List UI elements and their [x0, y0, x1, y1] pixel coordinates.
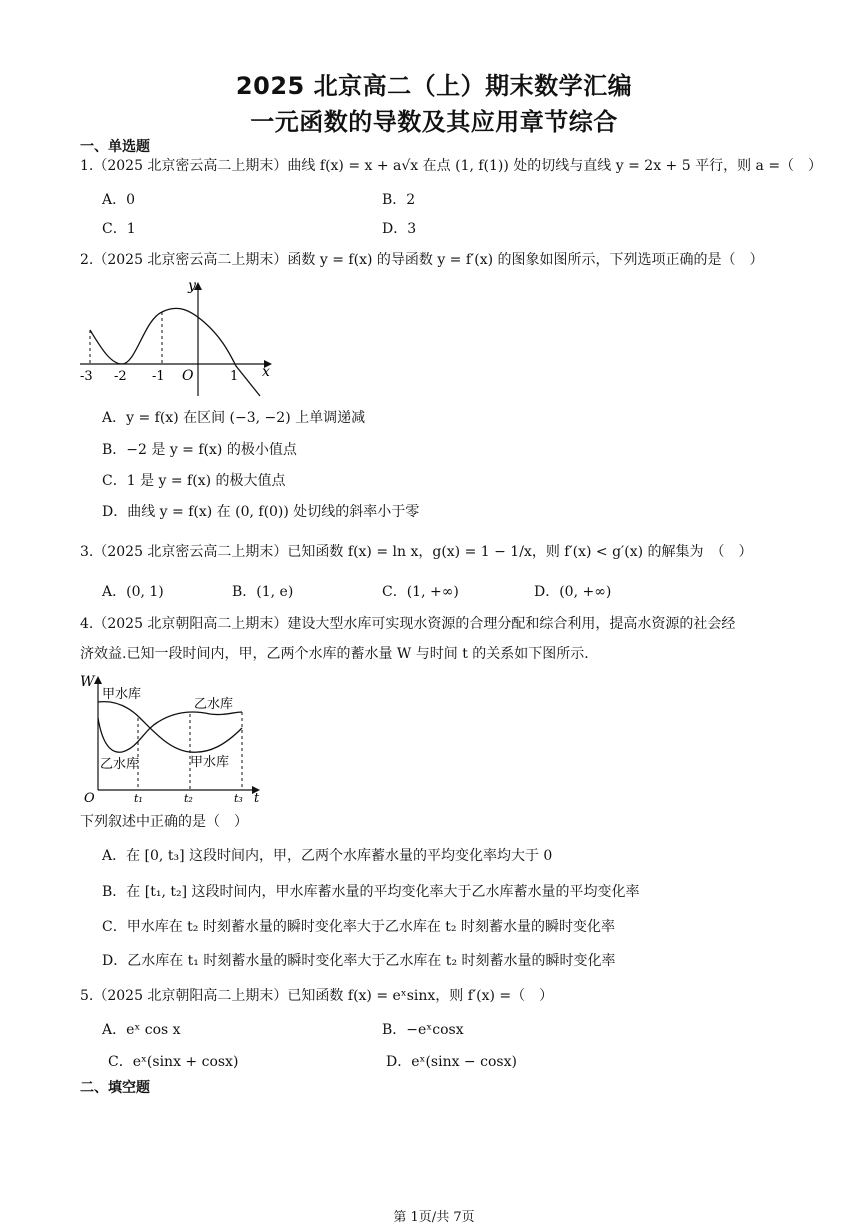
derivative-graph-figure	[74, 276, 280, 398]
question-5-option-d: D．eˣ(sinx − cosx)	[386, 1054, 517, 1070]
question-4-option-c: C．甲水库在 t₂ 时刻蓄水量的瞬时变化率大于乙水库在 t₂ 时刻蓄水量的瞬时变化率	[102, 919, 615, 935]
t-axis-label: t	[254, 791, 260, 804]
yi-reservoir-curve	[98, 712, 242, 752]
section-heading-single-choice: 一、单选题	[80, 139, 150, 155]
question-4-option-b: B．在 [t₁, t₂] 这段时间内，甲水库蓄水量的平均变化率大于乙水库蓄水量的平均变化率	[102, 884, 640, 900]
question-1-stem: 1.（2025 北京密云高二上期末）曲线 f(x) = x + a√x 在点 (1, f(1)) 处的切线与直线 y = 2x + 5 平行，则 a =（ ）	[80, 158, 823, 174]
question-3-stem: 3.（2025 北京密云高二上期末）已知函数 f(x) = ln x，g(x) = 1 − 1/x，则 f′(x) < g′(x) 的解集为 （ ）	[80, 544, 753, 560]
label-yi-top: 乙水库	[194, 697, 234, 712]
question-4-option-a: A．在 [0, t₃] 这段时间内，甲，乙两个水库蓄水量的平均变化率均大于 0	[102, 848, 553, 864]
page-title: 2025 北京高二（上）期末数学汇编	[235, 72, 633, 100]
tick-label-minus-2: -2	[114, 369, 127, 384]
tick-label-t2: t₂	[184, 792, 193, 804]
question-1-option-b: B．2	[382, 192, 416, 208]
tick-label-minus-3: -3	[80, 369, 93, 384]
w-axis-arrow	[94, 676, 102, 684]
question-3-option-b: B．(1, e)	[232, 584, 294, 600]
origin-label: O	[84, 791, 95, 804]
question-1-option-a: A．0	[102, 192, 136, 208]
question-2-option-a: A．y = f(x) 在区间 (−3, −2) 上单调递减	[102, 410, 366, 426]
label-jia-bottom: 甲水库	[190, 755, 230, 770]
origin-label: O	[182, 368, 194, 384]
label-jia-top: 甲水库	[102, 687, 142, 702]
tick-label-t1: t₁	[134, 792, 143, 804]
section-heading-fill-blank: 二、填空题	[80, 1080, 150, 1096]
question-4-stem-line-2: 济效益.已知一段时间内，甲，乙两个水库的蓄水量 W 与时间 t 的关系如下图所示.	[80, 646, 589, 662]
x-axis-label: x	[262, 364, 270, 380]
reservoir-graph-figure	[78, 672, 264, 804]
question-2-option-c: C．1 是 y = f(x) 的极大值点	[102, 473, 286, 489]
question-5-stem: 5.（2025 北京朝阳高二上期末）已知函数 f(x) = eˣsinx，则 f′(x) =（ ）	[80, 988, 554, 1004]
question-1-option-d: D．3	[382, 221, 417, 237]
label-yi-bottom: 乙水库	[100, 757, 140, 772]
page-subtitle: 一元函数的导数及其应用章节综合	[250, 108, 618, 136]
question-5-option-c: C．eˣ(sinx + cosx)	[108, 1054, 239, 1070]
question-4-stem-line-1: 4.（2025 北京朝阳高二上期末）建设大型水库可实现水资源的合理分配和综合利用，提高水资源的社会经	[80, 616, 736, 632]
tick-label-minus-1: -1	[152, 369, 165, 384]
w-axis-label: W	[80, 674, 95, 690]
question-2-stem: 2.（2025 北京密云高二上期末）函数 y = f(x) 的导函数 y = f′(x) 的图象如图所示，下列选项正确的是（ ）	[80, 252, 764, 268]
tick-label-1: 1	[230, 369, 239, 384]
tick-label-t3: t₃	[234, 792, 243, 804]
question-5-option-a: A．eˣ cos x	[102, 1022, 181, 1038]
page-footer: 第 1页/共 7页	[393, 1210, 475, 1225]
question-3-option-a: A．(0, 1)	[102, 584, 164, 600]
question-3-option-c: C．(1, +∞)	[382, 584, 459, 600]
question-1-option-c: C．1	[102, 221, 136, 237]
question-4-prompt: 下列叙述中正确的是（ ）	[80, 814, 248, 830]
question-3-option-d: D．(0, +∞)	[534, 584, 612, 600]
y-axis-label: y	[188, 278, 196, 294]
question-5-option-b: B．−eˣcosx	[382, 1022, 464, 1038]
question-2-option-b: B．−2 是 y = f(x) 的极小值点	[102, 442, 297, 458]
question-4-option-d: D．乙水库在 t₁ 时刻蓄水量的瞬时变化率大于乙水库在 t₂ 时刻蓄水量的瞬时变化率	[102, 953, 616, 969]
question-2-option-d: D．曲线 y = f(x) 在 (0, f(0)) 处切线的斜率小于零	[102, 504, 420, 520]
